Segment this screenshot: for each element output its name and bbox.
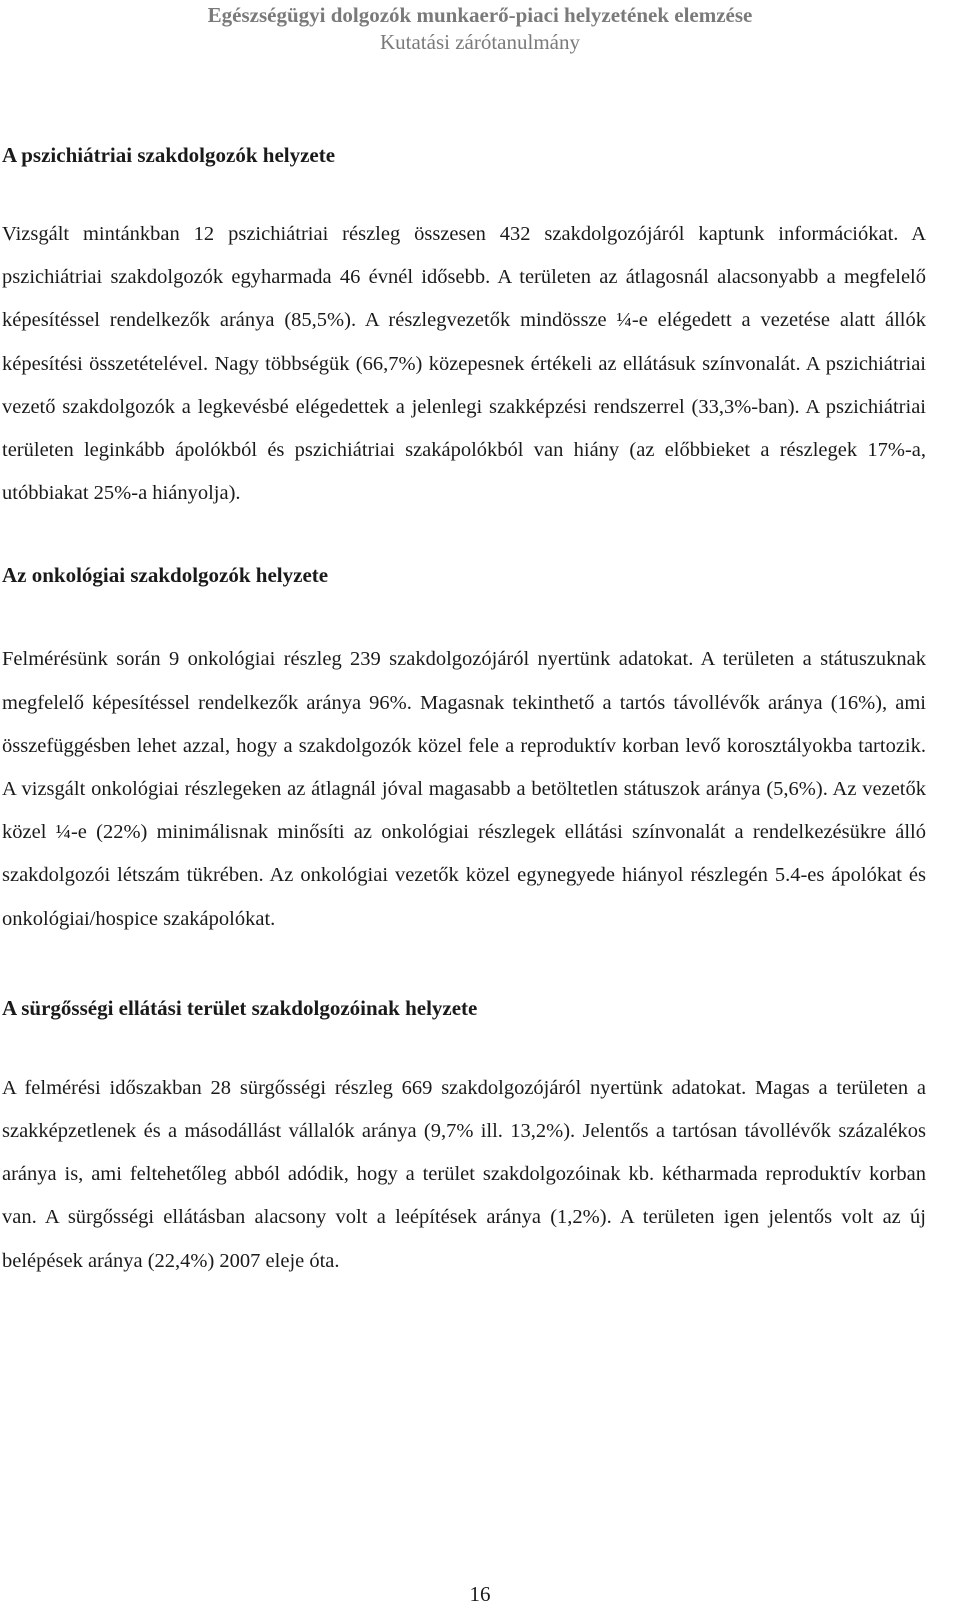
section-heading: A sürgősségi ellátási terület szakdolgozóinak helyzete	[2, 995, 478, 1020]
section-oncology	[2, 560, 926, 940]
section-emergency	[2, 993, 926, 1283]
section-paragraph: Felmérésünk során 9 onkológiai részleg 239 szakdolgozójáról nyertünk adatokat. A területen a státuszuknak megfelelő képesítéssel rendelkezők aránya 96%. Magasnak tekinthető a tartós távollévők aránya (16%), ami összefüggésben lehet azzal, hogy a szakdolgozók közel fele a reproduktív korban levő korosztályokba tartozik. A vizsgált onkológiai részlegeken az átlagnál jóval magasabb a betöltetlen státuszok aránya (5,6%). Az vezetők közel ¼-e (22%) minimálisnak minősíti az onkológiai részlegek ellátási színvonalát a rendelkezésükre álló szakdolgozói létszám tükrében. Az onkológiai vezetők közel egynegyede hiányol részlegén 5.4-es ápolókat és onkológiai/hospice szakápolókat.	[2, 648, 926, 930]
section-heading: Az onkológiai szakdolgozók helyzete	[2, 563, 329, 588]
page-number: 16	[469, 1582, 491, 1606]
section-paragraph: A felmérési időszakban 28 sürgősségi részleg 669 szakdolgozójáról nyertünk adatokat. Magas a területen a szakképzetlenek és a másodállást vállalók aránya (9,7% ill. 13,2%). Jelentős a tartósan távollévők százalékos aránya is, ami feltehetőleg abból adódik, hogy a terület szakdolgozóinak kb. kétharmada reproduktív korban van. A sürgősségi ellátásban alacsony volt a leépítések aránya (1,2%). A területen igen jelentős volt az új belépések aránya (22,4%) 2007 eleje óta.	[2, 1076, 926, 1272]
document-subtitle: Kutatási zárótanulmány	[379, 30, 580, 54]
page-header	[0, 2, 960, 56]
section-psychiatric	[2, 140, 926, 515]
main-content	[2, 130, 926, 1283]
document-title: Egészségügyi dolgozók munkaerő-piaci helyzetének elemzése	[207, 3, 753, 27]
section-paragraph: Vizsgált mintánkban 12 pszichiátriai részleg összesen 432 szakdolgozójáról kaptunk információkat. A pszichiátriai szakdolgozók egyharmada 46 évnél idősebb. A területen az átlagosnál alacsonyabb a megfelelő képesítéssel rendelkezők aránya (85,5%). A részlegvezetők mindössze ¼-e elégedett a vezetése alatt állók képesítési összetételével. Nagy többségük (66,7%) közepesnek értékeli az ellátásuk színvonalát. A pszichiátriai vezető szakdolgozók a legkevésbé elégedettek a jelenlegi szakképzési rendszerrel (33,3%-ban). A pszichiátriai területen leginkább ápolókból és pszichiátriai szakápolókból van hiány (az előbbieket a részlegek 17%-a, utóbbiakat 25%-a hiányolja).	[2, 223, 926, 505]
section-heading: A pszichiátriai szakdolgozók helyzete	[2, 143, 336, 167]
